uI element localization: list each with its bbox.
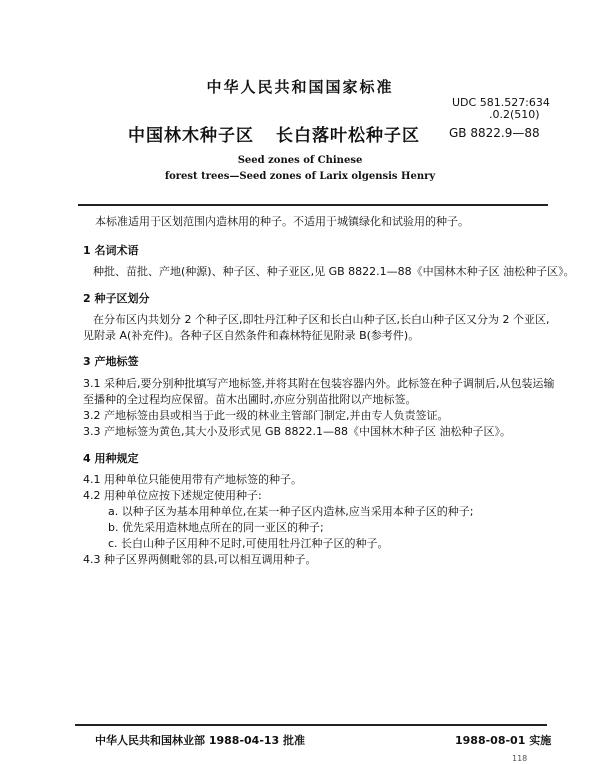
udc-code-line1: UDC 581.527:634	[452, 96, 550, 109]
section-4-2-a: a. 以种子区为基本用种单位,在某一种子区内造林,应当采用本种子区的种子;	[108, 505, 474, 518]
approval-info: 中华人民共和国林业部 1988-04-13 批准	[95, 734, 306, 747]
document-title-cn	[128, 121, 420, 146]
section-4-3: 4.3 种子区界两侧毗邻的县,可以相互调用种子。	[83, 553, 317, 566]
title-part1: 中国林木种子区	[128, 126, 254, 146]
section-3-1-line2: 至播种的全过程均应保留。苗木出圃时,亦应分别苗批附以产地标签。	[83, 393, 417, 406]
intro-paragraph: 本标准适用于区划范围内造林用的种子。不适用于城镇绿化和试验用的种子。	[95, 215, 469, 228]
effective-date: 1988-08-01 实施	[455, 734, 552, 747]
gb-number: GB 8822.9—88	[449, 126, 540, 140]
section-4-heading: 4 用种规定	[83, 452, 139, 465]
section-2-line1: 在分布区内共划分 2 个种子区,即牡丹江种子区和长白山种子区,长白山种子区又分为 2 个亚区,	[93, 313, 550, 326]
english-title-line2: forest trees—Seed zones of Larix olgensis Henry	[164, 171, 436, 182]
title-part2: 长白落叶松种子区	[276, 126, 420, 146]
section-3-heading: 3 产地标签	[83, 355, 139, 368]
section-4-2-b: b. 优先采用造林地点所在的同一亚区的种子;	[108, 521, 324, 534]
section-3-3: 3.3 产地标签为黄色,其大小及形式见 GB 8822.1—88《中国林木种子区 油松种子区》。	[83, 425, 512, 438]
udc-code-line2: .0.2(510)	[489, 108, 540, 121]
section-1-text: 种批、苗批、产地(种源)、种子区、种子亚区,见 GB 8822.1—88《中国林木种子区 油松种子区》。	[93, 265, 575, 278]
bottom-rule	[75, 724, 547, 726]
section-2-heading: 2 种子区划分	[83, 292, 150, 305]
page-number: 118	[512, 754, 528, 763]
standard-org-header: 中华人民共和国国家标准	[206, 78, 394, 96]
section-3-2: 3.2 产地标签由县或相当于此一级的林业主管部门制定,并由专人负责签证。	[83, 409, 449, 422]
top-rule	[78, 204, 548, 206]
section-2-line2: 见附录 A(补充件)。各种子区自然条件和森林特征见附录 B(参考件)。	[83, 329, 420, 342]
section-4-1: 4.1 用种单位只能使用带有产地标签的种子。	[83, 473, 302, 486]
section-1-heading: 1 名词术语	[83, 244, 139, 257]
section-4-2-c: c. 长白山种子区用种不足时,可使用牡丹江种子区的种子。	[108, 537, 389, 550]
english-title-line1: Seed zones of Chinese	[237, 155, 363, 166]
section-4-2: 4.2 用种单位应按下述规定使用种子:	[83, 489, 262, 502]
section-3-1-line1: 3.1 采种后,要分别种批填写产地标签,并将其附在包装容器内外。此标签在种子调制后,从包装运输	[83, 377, 555, 390]
